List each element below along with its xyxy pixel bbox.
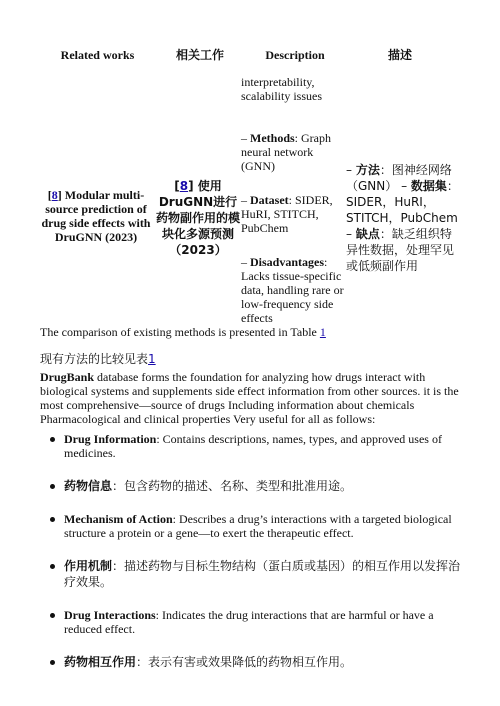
- comparison-text: The comparison of existing methods is presented in Table: [40, 325, 320, 339]
- desc-disadvantages: – Disadvantages: Lacks tissue-specific data, handling rare or low-frequency side effects: [241, 255, 344, 325]
- list-item: [40, 654, 470, 670]
- drugbank-text: database forms the foundation for analyzing how drugs interact with biological systems and supplements side effect information from other sources. it is the most comprehensive—source of drugs Including information about chemicals Pharmacological and clinical properties Very useful for all as follows:: [40, 370, 459, 426]
- cell-related-work-zh: [8] 使用DruGNN进行药物副作用的模块化多源预测（2023）: [155, 179, 240, 257]
- comparison-paragraph-zh: [40, 352, 470, 366]
- bullet-icon: [50, 484, 55, 489]
- zh-dataset-text: ：SIDER，HuRI，STITCH，PubChem –: [346, 179, 459, 241]
- item-text: : Indicates the drug interactions that are harmful or have a reduced effect.: [64, 608, 434, 636]
- table-link-zh[interactable]: 1: [148, 352, 156, 366]
- drugbank-label: DrugBank: [40, 370, 95, 384]
- item-label: Drug Information: [64, 432, 157, 446]
- list-item: [40, 558, 470, 590]
- item-text: ：描述药物与目标生物结构（蛋白质或基因）的相互作用以发挥治疗效果。: [64, 559, 461, 589]
- comparison-paragraph: [40, 325, 470, 339]
- list-item: [40, 478, 470, 494]
- feature-list: [40, 432, 470, 688]
- ref-title-zh: 使用DruGNN进行药物副作用的模块化多源预测（2023）: [155, 179, 240, 257]
- item-label: 药物信息: [64, 479, 113, 493]
- ref-link-zh[interactable]: 8: [179, 179, 189, 193]
- list-item: [40, 512, 470, 540]
- zh-methods-text: ：图神经网络（GNN） –: [346, 163, 452, 193]
- list-item: [40, 608, 470, 636]
- desc-continued: interpretability, scalability issues: [241, 75, 322, 103]
- zh-disadv-label: 缺点: [355, 227, 380, 241]
- zh-disadv-text: ：缺乏组织特异性数据，处理罕见或低频副作用: [346, 227, 455, 273]
- comparison-text-zh: 现有方法的比较见表: [40, 352, 149, 366]
- disadvantages-label: Disadvantages: [250, 255, 325, 269]
- item-label: Mechanism of Action: [64, 512, 173, 526]
- desc-methods: – Methods: Graph neural network (GNN): [241, 131, 331, 173]
- disadvantages-text: : Lacks tissue-specific data, handling rare or low-frequency side effects: [241, 255, 344, 325]
- bullet-icon: [50, 517, 55, 522]
- bullet-icon: [50, 613, 55, 618]
- header-description: Description: [265, 48, 325, 62]
- header-description-zh: 描述: [387, 48, 412, 62]
- cell-related-work: [8] Modular multi-source prediction of drug side effects with DruGNN (2023): [41, 188, 151, 244]
- methods-label: Methods: [250, 131, 295, 145]
- item-text: : Describes a drug’s interactions with a targeted biological structure a protein or a gene—to exert the therapeutic effect.: [64, 512, 452, 540]
- item-label: 药物相互作用: [64, 655, 137, 669]
- item-text: ：表示有害或效果降低的药物相互作用。: [136, 655, 353, 669]
- list-item: [40, 432, 470, 460]
- bullet-icon: [50, 437, 55, 442]
- ref-title: Modular multi-source prediction of drug side effects with DruGNN (2023): [41, 188, 151, 244]
- table-link[interactable]: 1: [319, 325, 326, 339]
- dataset-label: Dataset: [250, 193, 289, 207]
- dataset-text: : SIDER, HuRI, STITCH, PubChem: [241, 193, 333, 235]
- item-label: Drug Interactions: [64, 608, 156, 622]
- ref-link[interactable]: 8: [51, 188, 58, 202]
- item-label: 作用机制: [64, 559, 113, 573]
- zh-dataset-label: 数据集: [410, 179, 447, 193]
- cell-description-zh: – 方法：图神经网络（GNN） – 数据集：SIDER，HuRI，STITCH，PubChem – 缺点：缺乏组织特异性数据，处理罕见或低频副作用: [346, 163, 459, 273]
- zh-methods-label: 方法: [355, 163, 380, 177]
- drugbank-paragraph: [40, 370, 465, 426]
- header-related-works-zh: 相关工作: [175, 48, 224, 62]
- header-related-works: Related works: [60, 48, 135, 62]
- bullet-icon: [50, 564, 55, 569]
- methods-text: : Graph neural network (GNN): [241, 131, 331, 173]
- item-text: : Contains descriptions, names, types, and approved uses of medicines.: [64, 432, 442, 460]
- bullet-icon: [50, 660, 55, 665]
- cell-description: [241, 75, 346, 345]
- desc-dataset: – Dataset: SIDER, HuRI, STITCH, PubChem: [241, 193, 333, 235]
- item-text: ：包含药物的描述、名称、类型和批准用途。: [112, 479, 353, 493]
